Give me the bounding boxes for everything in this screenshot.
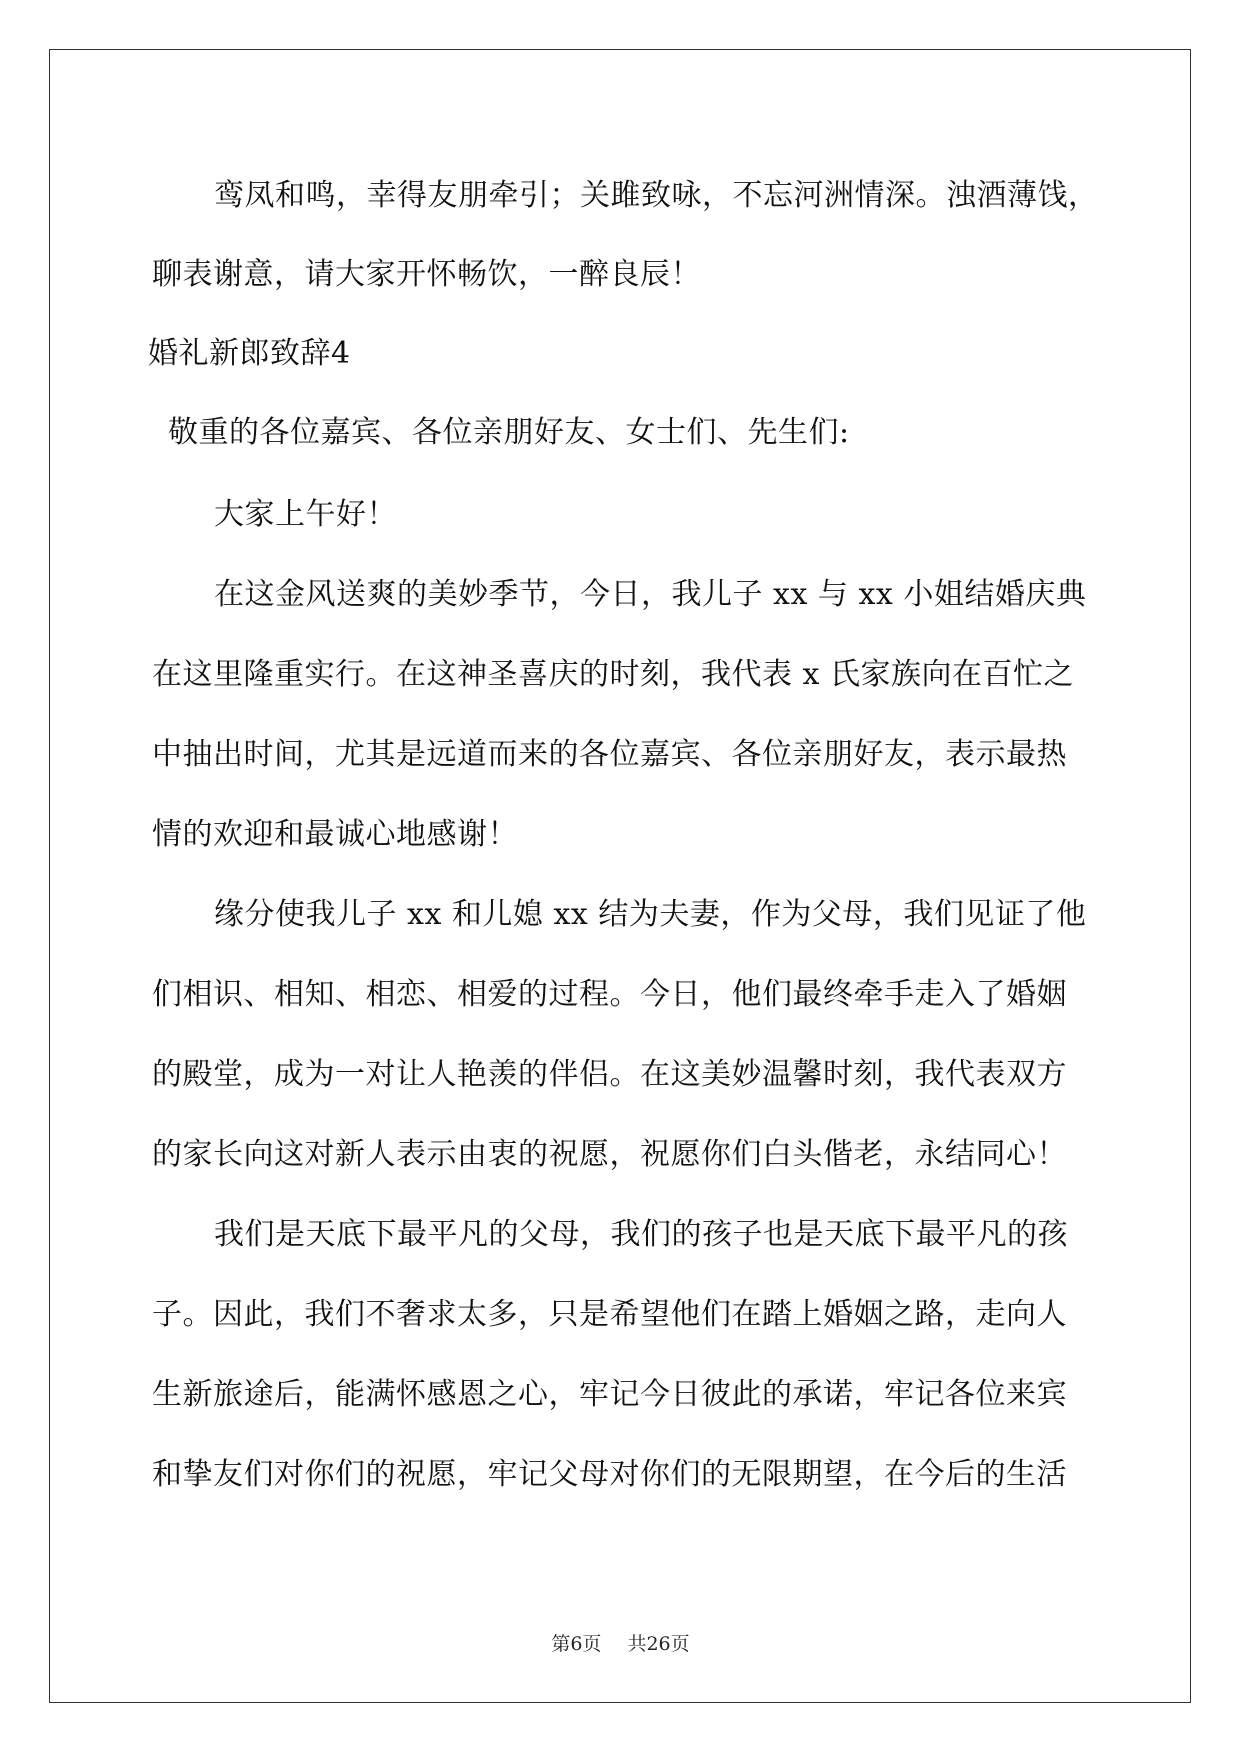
paragraph-line: 我们是天底下最平凡的父母，我们的孩子也是天底下最平凡的孩 xyxy=(214,1217,1068,1252)
paragraph-line: 生新旅途后，能满怀感恩之心，牢记今日彼此的承诺，牢记各位来宾 xyxy=(152,1377,1067,1412)
paragraph-line: 聊表谢意，请大家开怀畅饮，一醉良辰！ xyxy=(152,257,701,292)
paragraph-line: 缘分使我儿子 xx 和儿媳 xx 结为夫妻，作为父母，我们见证了他 xyxy=(214,897,1087,932)
paragraph-line: 鸾凤和鸣，幸得友朋牵引；关雎致咏，不忘河洲情深。浊酒薄饯， xyxy=(214,178,1099,213)
paragraph-line: 子。因此，我们不奢求太多，只是希望他们在踏上婚姻之路，走向人 xyxy=(152,1297,1067,1332)
paragraph-line: 的殿堂，成为一对让人艳羡的伴侣。在这美妙温馨时刻，我代表双方 xyxy=(152,1057,1067,1092)
greeting: 大家上午好！ xyxy=(214,497,397,532)
paragraph-line: 们相识、相知、相恋、相爱的过程。今日，他们最终牵手走入了婚姻 xyxy=(152,977,1067,1012)
paragraph-line: 的家长向这对新人表示由衷的祝愿，祝愿你们白头偕老，永结同心！ xyxy=(152,1137,1067,1172)
paragraph-line: 情的欢迎和最诚心地感谢！ xyxy=(152,817,518,852)
paragraph-line: 在这里隆重实行。在这神圣喜庆的时刻，我代表 x 氏家族向在百忙之 xyxy=(152,657,1074,692)
paragraph-line: 中抽出时间，尤其是远道而来的各位嘉宾、各位亲朋好友，表示最热 xyxy=(152,737,1067,772)
page-total: 共26页 xyxy=(627,1633,690,1655)
salutation: 敬重的各位嘉宾、各位亲朋好友、女士们、先生们: xyxy=(168,415,850,450)
page-number: 第6页 xyxy=(551,1633,602,1655)
paragraph-line: 在这金风送爽的美妙季节，今日，我儿子 xx 与 xx 小姐结婚庆典 xyxy=(214,577,1087,612)
paragraph-line: 和挚友们对你们的祝愿，牢记父母对你们的无限期望，在今后的生活 xyxy=(152,1457,1067,1492)
section-heading: 婚礼新郎致辞4 xyxy=(148,336,351,371)
page-footer xyxy=(0,1632,1241,1656)
